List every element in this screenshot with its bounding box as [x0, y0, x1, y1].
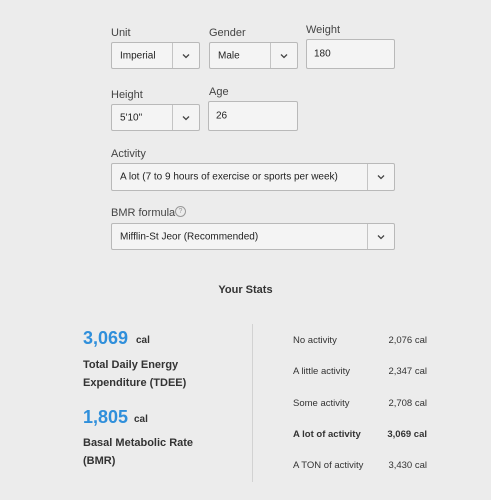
unit-value: Imperial: [120, 50, 156, 61]
bmr-unit: cal: [134, 414, 148, 425]
activity-value: A lot (7 to 9 hours of exercise or sports per week): [120, 171, 338, 183]
chevron-down-icon: [270, 43, 297, 68]
chevron-down-icon: [172, 105, 199, 130]
activity-level-label: Some activity: [293, 398, 350, 409]
activity-level-label: A TON of activity: [293, 460, 364, 471]
activity-level-label-selected: A lot of activity: [293, 429, 361, 440]
age-input[interactable]: [208, 101, 298, 131]
age-label: Age: [209, 86, 229, 98]
activity-level-label: No activity: [293, 335, 337, 346]
activity-level-value-selected: 3,069 cal: [387, 429, 427, 440]
activity-level-value: 3,430 cal: [388, 460, 427, 471]
age-value: 26: [216, 110, 228, 122]
bmr-formula-select[interactable]: [111, 223, 395, 250]
stats-divider: [252, 324, 253, 482]
bmr-formula-label: BMR formula: [111, 207, 176, 219]
chevron-down-icon: [367, 224, 394, 249]
activity-select[interactable]: [111, 163, 395, 191]
bmr-formula-value: Mifflin-St Jeor (Recommended): [120, 231, 259, 242]
activity-level-label: A little activity: [293, 366, 351, 377]
unit-select[interactable]: [111, 42, 200, 69]
stats-title: Your Stats: [218, 284, 273, 296]
tdee-value: 3,069: [83, 328, 129, 348]
gender-select[interactable]: [209, 42, 298, 69]
activity-label: Activity: [111, 148, 146, 160]
weight-label: Weight: [306, 24, 341, 36]
tdee-label: Total Daily Energy Expenditure (TDEE): [83, 359, 187, 389]
bmr-value: 1,805: [83, 407, 129, 427]
activity-level-value: 2,708 cal: [388, 398, 427, 409]
activity-level-value: 2,076 cal: [388, 335, 427, 346]
help-icon[interactable]: ?: [175, 206, 186, 217]
chevron-down-icon: [367, 164, 394, 190]
height-select[interactable]: [111, 104, 200, 131]
weight-value: 180: [314, 48, 331, 60]
chevron-down-icon: [172, 43, 199, 68]
gender-label: Gender: [209, 27, 246, 39]
height-value: 5'10": [120, 112, 143, 123]
height-label: Height: [111, 89, 143, 101]
unit-label: Unit: [111, 27, 131, 39]
tdee-unit: cal: [136, 335, 150, 346]
activity-level-value: 2,347 cal: [388, 366, 427, 377]
bmr-label: Basal Metabolic Rate (BMR): [83, 437, 194, 467]
gender-value: Male: [218, 50, 240, 61]
weight-input[interactable]: [306, 39, 395, 69]
